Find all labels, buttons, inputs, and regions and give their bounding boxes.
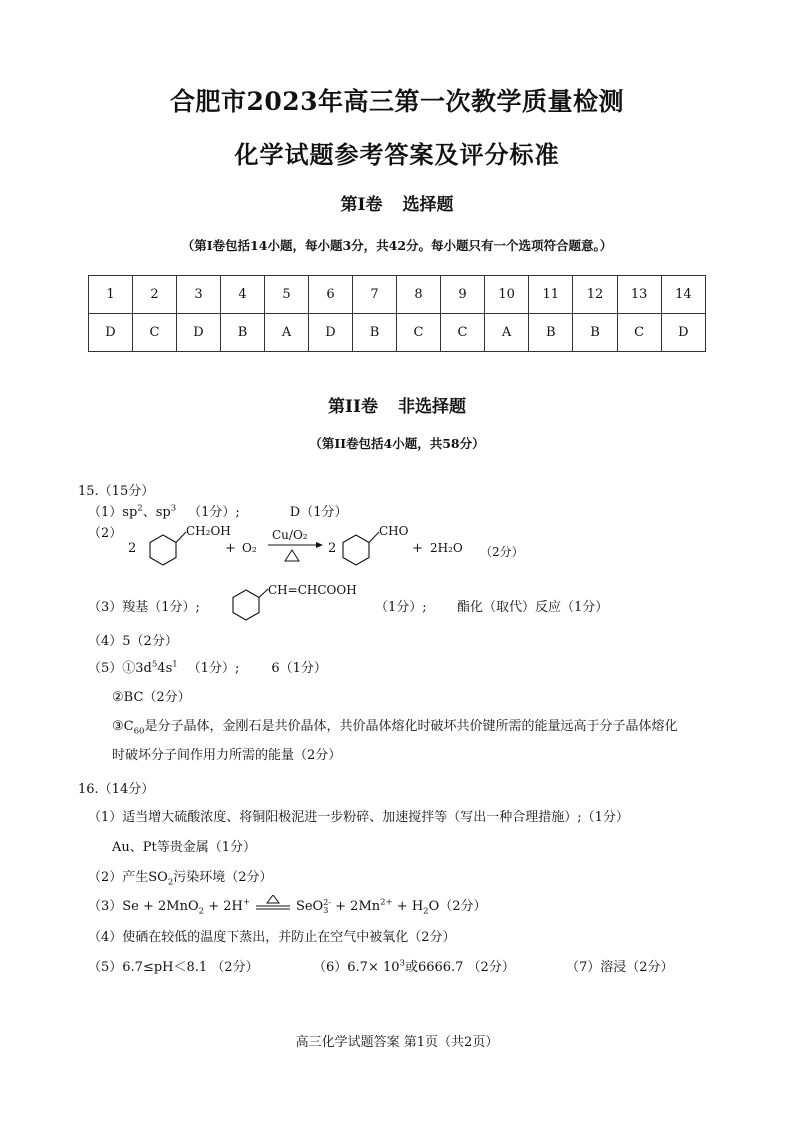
q15-part3-c: 酯化（取代）反应（1分）	[457, 600, 609, 615]
answer-table-answer-row	[89, 314, 706, 352]
q16-p3-text: （3）Se + 2MnO	[88, 899, 199, 914]
answer-cell: C	[133, 314, 177, 352]
question-number-cell: 2	[133, 276, 177, 314]
q15-p5-sup: 1	[172, 659, 178, 670]
q15-p5-3-text: ③C	[112, 719, 134, 734]
q16-p2-sub: 2	[167, 877, 174, 888]
q15-p5-text: （5）①3d	[88, 661, 152, 676]
part2-title-a: 第II卷	[328, 397, 378, 417]
q15-part3-b: （1分）;	[375, 600, 427, 615]
rxn-water: 2H₂O	[430, 541, 463, 555]
q16-part1b: Au、Pt等贵金属（1分）	[112, 840, 257, 855]
question-number-cell: 14	[661, 276, 705, 314]
rxn-plus-1: +	[225, 541, 236, 556]
question-number-cell: 9	[441, 276, 485, 314]
q16-part3	[88, 895, 487, 917]
q16-part1: （1）适当增大硫酸浓度、将铜阳极泥进一步粉碎、加速搅拌等（写出一种合理措施）;（1分）	[88, 810, 629, 825]
rxn-ch2oh: CH₂OH	[186, 524, 231, 538]
q16-p6-text: （6）6.7× 10	[313, 960, 400, 975]
q16-part6	[313, 956, 515, 975]
q15-p1-sup: 2	[137, 503, 143, 514]
rxn-coef-left: 2	[128, 541, 137, 556]
bond-line	[176, 532, 186, 543]
q16-p3-sub: 3	[323, 905, 329, 915]
question-number-cell: 6	[309, 276, 353, 314]
q16-p3-text: SeO	[295, 899, 324, 914]
heat-equals-icon	[254, 895, 292, 913]
q15-part5	[88, 657, 327, 676]
q15-part3-a: （3）羧基（1分）;	[88, 600, 200, 615]
q15-part4: （4）5（2分）	[88, 634, 178, 649]
question-number-cell: 12	[573, 276, 617, 314]
q16-p2-text: （2）产生SO	[88, 870, 168, 885]
answer-cell: C	[397, 314, 441, 352]
q16-p2-text: 污染环境（2分）	[173, 870, 273, 885]
q15-part5-2: ②BC（2分）	[112, 690, 191, 705]
answer-cell: B	[573, 314, 617, 352]
question-number-cell: 8	[397, 276, 441, 314]
q15-p5-3-sub: 60	[133, 726, 145, 737]
question-number-cell: 4	[221, 276, 265, 314]
q15-p5-score: （1分）;	[187, 661, 240, 676]
page-subtitle: 化学试题参考答案及评分标准	[234, 140, 560, 169]
question-number-cell: 10	[485, 276, 529, 314]
q16-part4: （4）使硒在较低的温度下蒸出，并防止在空气中被氧化（2分）	[88, 930, 456, 945]
rxn-catalyst: Cu/O₂	[272, 528, 308, 542]
benzene-ring-icon	[343, 535, 369, 565]
question-number-cell: 7	[353, 276, 397, 314]
q16-p6-text: 或6666.7 （2分）	[404, 960, 515, 975]
q16-heading: 16.（14分）	[78, 782, 155, 797]
part2-title	[0, 392, 794, 417]
q16-p3-supsub	[323, 899, 331, 913]
q16-p3-text: + 2Mn	[331, 899, 381, 914]
rxn-cho: CHO	[379, 524, 409, 538]
q15-heading: 15.（15分）	[78, 484, 155, 499]
answer-table-number-row	[89, 276, 706, 314]
answer-table	[88, 275, 706, 352]
part1-note: （第Ⅰ卷包括14小题，每小题3分，共42分。每小题只有一个选项符合题意。）	[181, 238, 613, 253]
q15-part5-3b: 时破坏分子间作用力所需的能量（2分）	[112, 748, 342, 763]
question-number-cell: 11	[529, 276, 573, 314]
q15-p5-answer: 6（1分）	[271, 661, 327, 676]
q16-p3-sup: +	[242, 897, 250, 908]
part1-title-b: 选择题	[402, 195, 454, 215]
q15-part2-label: （2）	[88, 526, 123, 541]
rxn-plus-2: +	[412, 541, 423, 556]
q15-p5-3-text: 是分子晶体，金刚石是共价晶体，共价晶体熔化时破坏共价键所需的能量远高于分子晶体熔化	[144, 719, 678, 734]
answer-cell: D	[309, 314, 353, 352]
q15-p1-text: 、sp	[142, 505, 171, 520]
q16-part2	[88, 866, 273, 888]
q15-p1-text: （1）sp	[88, 505, 138, 520]
part1-title	[0, 190, 794, 215]
q16-p3-sub: 2	[198, 906, 205, 917]
question-number-cell: 5	[265, 276, 309, 314]
question-number-cell: 13	[617, 276, 661, 314]
bond-line	[259, 589, 268, 598]
heat-triangle-icon	[285, 550, 299, 561]
answer-cell: C	[441, 314, 485, 352]
bond-line	[369, 532, 379, 543]
q16-p3-sup: 2-	[323, 898, 332, 908]
rxn-score: （2分）	[480, 545, 524, 559]
page-footer: 高三化学试题答案 第1页（共2页）	[295, 1035, 499, 1050]
arrow-head-icon	[316, 542, 323, 548]
q15-p5-sup: 5	[151, 659, 158, 670]
q15-p3-substituent: CH=CHCOOH	[268, 583, 357, 597]
q16-p3-text: O（2分）	[428, 899, 487, 914]
q16-p3-sub: 2	[423, 906, 429, 917]
rxn-coef-right: 2	[328, 541, 337, 556]
q16-part5: （5）6.7≤pH＜8.1 （2分）	[88, 960, 259, 975]
benzene-ring-icon	[150, 535, 176, 565]
q16-part7: （7）溶浸（2分）	[566, 960, 674, 975]
q15-p5-text: 4s	[157, 661, 173, 676]
answer-cell: C	[617, 314, 661, 352]
q15-p1-sup: 3	[170, 503, 177, 514]
rxn-o2: O₂	[242, 541, 257, 555]
answer-cell: A	[485, 314, 529, 352]
benzene-ring-icon	[233, 590, 259, 620]
q16-p3-text: + 2H	[204, 899, 243, 914]
answer-cell: D	[177, 314, 221, 352]
part1-title-a: 第Ⅰ卷	[340, 195, 383, 215]
answer-cell: A	[265, 314, 309, 352]
q16-p3-text: + H	[392, 899, 424, 914]
q16-p6-sup: 3	[399, 958, 405, 969]
question-number-cell: 1	[89, 276, 133, 314]
answer-cell: B	[529, 314, 573, 352]
answer-cell: D	[661, 314, 705, 352]
q15-p1-score: （1分）;	[188, 505, 240, 520]
heat-equals-sign	[254, 899, 292, 915]
q15-part5-3a	[112, 715, 677, 737]
page-title: 合肥市2023年高三第一次教学质量检测	[169, 87, 625, 116]
part2-note: （第II卷包括4小题，共58分）	[309, 436, 485, 451]
q16-p3-sup: 2+	[380, 897, 393, 908]
answer-cell: B	[353, 314, 397, 352]
cinnamic-acid-structure	[228, 582, 368, 622]
answer-cell: B	[221, 314, 265, 352]
part2-title-b: 非选择题	[397, 397, 466, 417]
q15-p1-answer: D（1分）	[289, 505, 348, 520]
answer-cell: D	[89, 314, 133, 352]
reaction-equation	[120, 518, 540, 574]
question-number-cell: 3	[177, 276, 221, 314]
